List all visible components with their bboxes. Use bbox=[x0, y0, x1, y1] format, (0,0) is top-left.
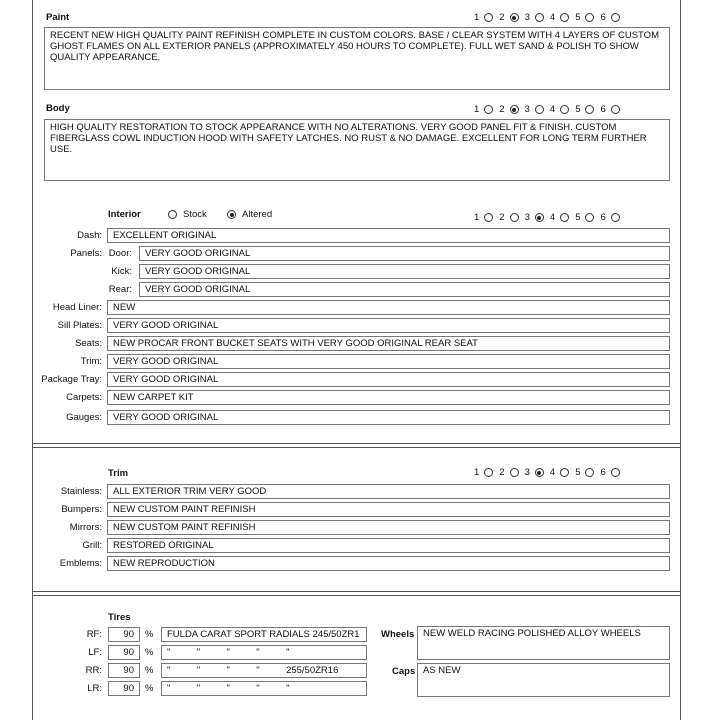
wheels-label: Wheels bbox=[381, 629, 415, 640]
rating-number: 2 bbox=[499, 212, 505, 223]
rating-number: 1 bbox=[474, 12, 480, 23]
kick-label: Kick: bbox=[111, 266, 132, 277]
rr-percent-field[interactable]: 90 bbox=[108, 663, 140, 678]
rating-radio[interactable] bbox=[585, 213, 594, 222]
seats-field[interactable]: NEW PROCAR FRONT BUCKET SEATS WITH VERY GOOD ORIGINAL REAR SEAT bbox=[107, 336, 670, 351]
interior-rating[interactable] bbox=[474, 212, 626, 223]
lf-percent-field[interactable]: 90 bbox=[108, 645, 140, 660]
sill-plates-label: Sill Plates: bbox=[57, 320, 102, 331]
divider bbox=[32, 591, 681, 592]
rating-option[interactable] bbox=[525, 212, 544, 223]
rating-option[interactable] bbox=[550, 104, 569, 115]
rating-radio[interactable] bbox=[510, 468, 519, 477]
rf-label: RF: bbox=[86, 629, 102, 640]
stainless-label: Stainless: bbox=[60, 486, 102, 497]
rating-radio[interactable] bbox=[560, 213, 569, 222]
interior-option-altered[interactable] bbox=[227, 209, 272, 220]
rating-number: 3 bbox=[524, 104, 530, 115]
package-tray-label: Package Tray: bbox=[41, 374, 102, 385]
rating-option[interactable] bbox=[575, 104, 594, 115]
rating-radio[interactable] bbox=[510, 13, 519, 22]
rating-number: 1 bbox=[474, 467, 480, 478]
rating-option[interactable] bbox=[600, 212, 619, 223]
seats-label: Seats: bbox=[75, 338, 102, 349]
trim-interior-label: Trim: bbox=[80, 356, 102, 367]
rr-tire-field[interactable]: " " " " 255/50ZR16 bbox=[161, 663, 367, 678]
rating-option[interactable] bbox=[499, 12, 518, 23]
rating-number: 2 bbox=[499, 12, 505, 23]
rating-radio[interactable] bbox=[560, 13, 569, 22]
rating-number: 5 bbox=[575, 104, 581, 115]
rating-option[interactable] bbox=[550, 467, 569, 478]
dash-label: Dash: bbox=[77, 230, 102, 241]
carpets-field[interactable]: NEW CARPET KIT bbox=[107, 390, 670, 405]
panels-label: Panels: bbox=[70, 248, 102, 259]
rating-radio[interactable] bbox=[535, 105, 544, 114]
rating-number: 3 bbox=[524, 467, 530, 478]
rf-percent-sign: % bbox=[145, 629, 154, 640]
dash-field[interactable]: EXCELLENT ORIGINAL bbox=[107, 228, 670, 243]
rating-radio[interactable] bbox=[560, 468, 569, 477]
caps-label: Caps bbox=[392, 666, 416, 677]
rating-radio[interactable] bbox=[611, 468, 620, 477]
rating-option[interactable] bbox=[600, 467, 619, 478]
kick-field[interactable]: VERY GOOD ORIGINAL bbox=[139, 264, 670, 279]
rating-radio[interactable] bbox=[535, 13, 544, 22]
rating-radio[interactable] bbox=[484, 468, 493, 477]
rating-number: 1 bbox=[474, 104, 480, 115]
rating-radio[interactable] bbox=[611, 105, 620, 114]
rating-radio[interactable] bbox=[510, 213, 519, 222]
rating-radio[interactable] bbox=[611, 213, 620, 222]
paint-title: Paint bbox=[46, 12, 70, 23]
emblems-label: Emblems: bbox=[59, 558, 102, 569]
rating-option[interactable] bbox=[575, 12, 594, 23]
mirrors-field[interactable]: NEW CUSTOM PAINT REFINISH bbox=[107, 520, 670, 535]
rating-number: 3 bbox=[524, 12, 530, 23]
lf-tire-field[interactable]: " " " " " bbox=[161, 645, 367, 660]
rating-option[interactable] bbox=[575, 467, 594, 478]
divider bbox=[32, 595, 681, 596]
divider bbox=[32, 447, 681, 448]
altered-radio[interactable] bbox=[227, 210, 236, 219]
lf-label: LF: bbox=[88, 647, 102, 658]
rating-option[interactable] bbox=[474, 212, 493, 223]
gauges-label: Gauges: bbox=[66, 412, 102, 423]
interior-option-stock[interactable] bbox=[168, 209, 207, 220]
rating-option[interactable] bbox=[600, 12, 619, 23]
rating-number: 6 bbox=[600, 212, 606, 223]
stock-radio[interactable] bbox=[168, 210, 177, 219]
caps-field[interactable]: AS NEW bbox=[417, 663, 670, 697]
rating-option[interactable] bbox=[600, 104, 619, 115]
rating-option[interactable] bbox=[525, 467, 544, 478]
rating-option[interactable] bbox=[499, 212, 518, 223]
carpets-label: Carpets: bbox=[66, 392, 102, 403]
rating-radio[interactable] bbox=[611, 13, 620, 22]
lr-tire-field[interactable]: " " " " " bbox=[161, 681, 367, 696]
rating-number: 4 bbox=[549, 212, 556, 223]
bumpers-label: Bumpers: bbox=[61, 504, 102, 515]
stainless-field[interactable]: ALL EXTERIOR TRIM VERY GOOD bbox=[107, 484, 670, 499]
rating-option[interactable] bbox=[550, 212, 569, 223]
rating-option[interactable] bbox=[499, 104, 518, 115]
rating-number: 6 bbox=[600, 467, 606, 478]
emblems-field[interactable]: NEW REPRODUCTION bbox=[107, 556, 670, 571]
head-liner-label: Head Liner: bbox=[52, 302, 102, 313]
rating-number: 4 bbox=[549, 467, 556, 478]
rating-option[interactable] bbox=[525, 12, 544, 23]
head-liner-field[interactable]: NEW bbox=[107, 300, 670, 315]
sill-plates-field[interactable]: VERY GOOD ORIGINAL bbox=[107, 318, 670, 333]
interior-title: Interior bbox=[108, 209, 141, 220]
trim-rating[interactable] bbox=[474, 467, 626, 478]
paint-description: RECENT NEW HIGH QUALITY PAINT REFINISH COMPLETE IN CUSTOM COLORS. BASE / CLEAR SYSTEM WITH 4 LAYERS OF CUSTOM GHOST FLAMES ON ALL EXTERIOR PANELS (APPROXIMATELY 450 HOURS TO COMPLETE). FULL WET SAND & POLISH TO SHOW QUALITY APPEARANCE. bbox=[44, 27, 670, 90]
rating-radio[interactable] bbox=[585, 105, 594, 114]
altered-label: Altered bbox=[242, 209, 273, 220]
rating-option[interactable] bbox=[474, 12, 493, 23]
rating-radio[interactable] bbox=[585, 468, 594, 477]
rf-tire-field[interactable]: FULDA CARAT SPORT RADIALS 245/50ZR1 bbox=[161, 627, 367, 642]
rating-radio[interactable] bbox=[510, 105, 519, 114]
grill-field[interactable]: RESTORED ORIGINAL bbox=[107, 538, 670, 553]
rating-radio[interactable] bbox=[484, 213, 493, 222]
rr-label: RR: bbox=[85, 665, 102, 676]
stock-label: Stock bbox=[183, 209, 207, 220]
package-tray-field[interactable]: VERY GOOD ORIGINAL bbox=[107, 372, 670, 387]
door-field[interactable]: VERY GOOD ORIGINAL bbox=[139, 246, 670, 261]
rr-percent-sign: % bbox=[145, 665, 154, 676]
rating-number: 1 bbox=[474, 212, 480, 223]
mirrors-label: Mirrors: bbox=[69, 522, 102, 533]
gauges-field[interactable]: VERY GOOD ORIGINAL bbox=[107, 410, 670, 425]
rating-number: 6 bbox=[600, 12, 606, 23]
body-title: Body bbox=[46, 103, 70, 114]
trim-title: Trim bbox=[108, 468, 129, 479]
rating-number: 3 bbox=[524, 212, 530, 223]
rating-radio[interactable] bbox=[585, 13, 594, 22]
rating-number: 5 bbox=[575, 212, 581, 223]
rating-option[interactable] bbox=[550, 12, 569, 23]
lr-percent-sign: % bbox=[145, 683, 154, 694]
rating-radio[interactable] bbox=[560, 105, 569, 114]
body-rating[interactable] bbox=[474, 104, 626, 115]
rating-number: 6 bbox=[600, 104, 606, 115]
rating-number: 4 bbox=[549, 12, 556, 23]
rating-option[interactable] bbox=[474, 467, 493, 478]
rating-radio[interactable] bbox=[484, 105, 493, 114]
tires-title: Tires bbox=[108, 612, 131, 623]
rating-radio[interactable] bbox=[535, 213, 544, 222]
lr-percent-field[interactable]: 90 bbox=[108, 681, 140, 696]
body-description: HIGH QUALITY RESTORATION TO STOCK APPEARANCE WITH NO ALTERATIONS. VERY GOOD PANEL FIT & FINISH. CUSTOM FIBERGLASS COWL INDUCTION HOOD WITH SAFETY LATCHES. NO RUST & NO DAMAGE. EXCELLENT FOR LONG TERM FURTHER USE. bbox=[44, 119, 670, 181]
rating-option[interactable] bbox=[525, 104, 544, 115]
grill-label: Grill: bbox=[82, 540, 102, 551]
trim-interior-field[interactable]: VERY GOOD ORIGINAL bbox=[107, 354, 670, 369]
lf-percent-sign: % bbox=[145, 647, 154, 658]
rating-radio[interactable] bbox=[484, 13, 493, 22]
rear-label: Rear: bbox=[108, 284, 132, 295]
door-label: Door: bbox=[108, 248, 132, 259]
rf-percent-field[interactable]: 90 bbox=[108, 627, 140, 642]
divider bbox=[32, 443, 681, 444]
paint-rating[interactable] bbox=[474, 12, 626, 23]
rating-number: 4 bbox=[549, 104, 556, 115]
rating-number: 5 bbox=[575, 467, 581, 478]
wheels-field[interactable]: NEW WELD RACING POLISHED ALLOY WHEELS bbox=[417, 626, 670, 660]
rating-radio[interactable] bbox=[535, 468, 544, 477]
rating-option[interactable] bbox=[575, 212, 594, 223]
rating-number: 2 bbox=[499, 467, 505, 478]
lr-label: LR: bbox=[87, 683, 102, 694]
rating-number: 2 bbox=[499, 104, 505, 115]
bumpers-field[interactable]: NEW CUSTOM PAINT REFINISH bbox=[107, 502, 670, 517]
rating-option[interactable] bbox=[499, 467, 518, 478]
rating-number: 5 bbox=[575, 12, 581, 23]
rating-option[interactable] bbox=[474, 104, 493, 115]
rear-field[interactable]: VERY GOOD ORIGINAL bbox=[139, 282, 670, 297]
